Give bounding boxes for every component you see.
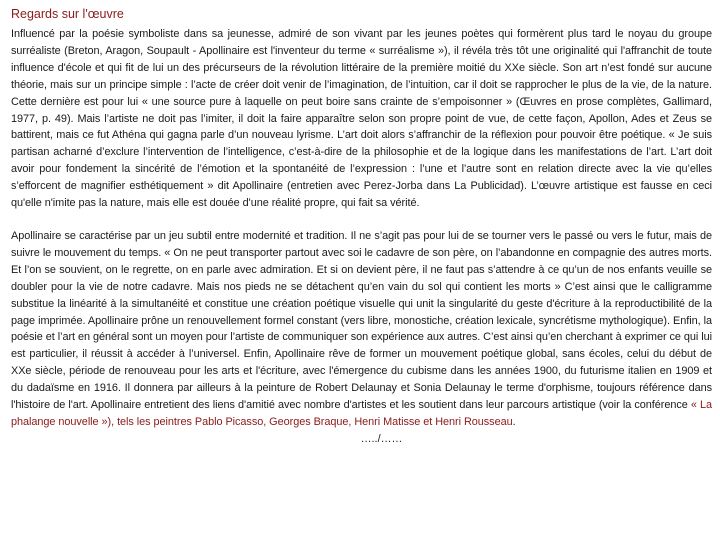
paragraph-2-body: Apollinaire se caractérise par un jeu subtil entre modernité et tradition. Il ne s’agit pas pour lui de se tourner vers le passé ou vers le futur, mais de suivre le mouvement du temps. « On ne peut transporter partout avec soi le cadavre de son père, on l’abandonne en compagnie des autres morts. Et l’on se souvient, on le regrette, on en parle avec admiration. Et si on devient père, il ne faut pas s’attendre à ce qu’un de nos enfants veuille se doubler pour la vie de notre cadavre. Mais nos pieds ne se détachent qu’en vain du sol qui contient les morts » C’est ainsi que le calligramme substitue la linéarité à la simultanéité et constitue une création poétique visuelle qui unit la singularité du geste d'écriture à la reproductibilité de la page imprimée. Apollinaire prône un renouvellement formel constant (vers libre, monostiche, création lexicale, syncrétisme mythologique). Enfin, la poésie et l’art en général sont un moyen pour l’artiste de communiquer son expérience aux autres. C’est ainsi qu’en cherchant à exprimer ce qui lui est particulier, il réussit à accéder à l’universel. Enfin, Apollinaire rêve de former un mouvement poétique global, sans écoles, celui du début de XXe siècle, période de renouveau pour les arts et l'écriture, avec l'émergence du cubisme dans les années 1900, du futurisme italien en 1909 et du dadaïsme en 1916. Il donnera par ailleurs à la peinture de Robert Delaunay et Sonia Delaunay le terme d'orphisme, toujours référence dans l'histoire de l'art. Apollinaire entretient des liens d'amitié avec nombre d'artistes et les soutient dans leur parcours artistique (voir la conférence	[11, 229, 712, 412]
section-title: Regards sur l'œuvre	[11, 7, 124, 21]
paragraph-1: Influencé par la poésie symboliste dans sa jeunesse, admiré de son vivant par les jeunes poètes qui formèrent plus tard le noyau du groupe surréaliste (Breton, Aragon, Soupault - Apollinaire est l'inventeur du terme « surréalisme »), il révéla très tôt une originalité qui l'affranchit de toute influence d'école et qui fit de lui un des précurseurs de la révolution littéraire de la première moitié du XXe siècle. Son art n’est fondé sur aucune théorie, mais sur un principe simple : l’acte de créer doit venir de l’imagination, de l’intuition, car il doit se rapprocher le plus de la vie, de la nature. Cette dernière est pour lui « une source pure à laquelle on peut boire sans crainte de s’empoisonner » (Œuvres en prose complètes, Gallimard, 1977, p. 49). Mais l’artiste ne doit pas l’imiter, il doit la faire apparaître selon son propre point de vue, de cette façon, Apollon, Ades et Zeus se battirent, mais ce fut Athéna qui gagna parle d’un nouveau lyrisme. L’art doit alors s’affranchir de la réflexion pour pouvoir être poétique. « Je suis partisan acharné d’exclure l’intervention de l’intelligence, c’est-à-dire de la philosophie et de la logique dans les manifestations de l’art. L’art doit avoir pour fondement la sincérité de l’émotion et la spontanéité de l’expression : l’une et l’autre sont en relation directe avec la vie qu’elles s’efforcent de magnifier esthétiquement » dit Apollinaire (entretien avec Perez-Jorba dans La Publicidad). L’œuvre artistique est fausse en ceci qu'elle n'imite pas la nature, mais elle est douée d'une réalité propre, qui fait sa vérité.	[11, 28, 712, 210]
continuation-mark: …../……	[360, 432, 403, 445]
paragraph-2	[11, 228, 712, 431]
paragraph-2-end: .	[512, 415, 516, 428]
paragraph-2-highlight: « La phalange nouvelle »), tels les peintres Pablo Picasso, Georges Braque, Henri Matisse et Henri Rousseau	[11, 399, 712, 428]
